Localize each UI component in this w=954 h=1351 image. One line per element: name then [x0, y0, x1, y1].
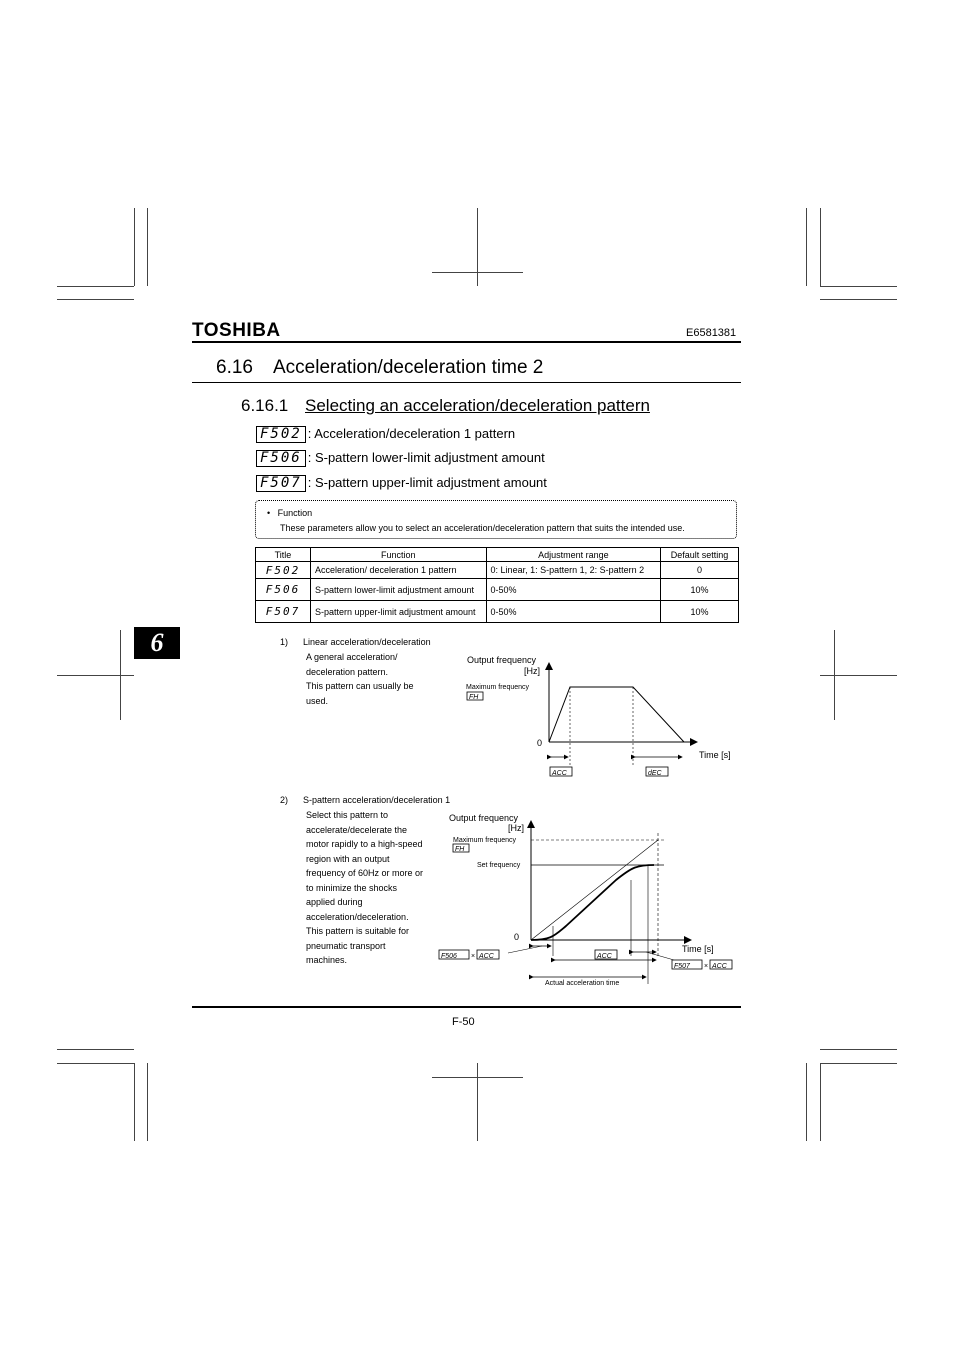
crop-mark [820, 1063, 897, 1064]
lcd-code: ACC [712, 963, 727, 970]
crop-mark [477, 1063, 478, 1141]
multiply-sign: × [471, 953, 476, 960]
x-axis-label: Time [s] [682, 944, 714, 954]
table-cell-range: 0-50% [486, 579, 661, 601]
linear-description [306, 650, 436, 708]
function-heading [267, 508, 312, 518]
desc-line: deceleration pattern. [306, 666, 389, 677]
lcd-code: FH [455, 846, 465, 853]
crop-mark [134, 1063, 135, 1141]
linear-graph [450, 650, 750, 785]
lcd-code: dEC [648, 770, 662, 777]
table-cell-title: F507 [256, 601, 311, 623]
desc-line: frequency of 60Hz or more or [306, 868, 424, 878]
param-label: : S-pattern upper-limit adjustment amount [307, 475, 547, 490]
desc-line: motor rapidly to a high-speed [306, 839, 423, 849]
s-curve [531, 865, 654, 940]
crop-mark [147, 208, 148, 286]
section-heading [216, 357, 543, 379]
table-cell-title: F506 [256, 579, 311, 601]
desc-line: This pattern is suitable for [306, 926, 410, 936]
x-axis-label: Time [s] [699, 750, 731, 760]
parameter-table [255, 547, 739, 623]
lcd-code: ACC [479, 953, 494, 960]
table-cell-function: Acceleration/ deceleration 1 pattern [310, 562, 486, 579]
max-frequency-label: Maximum frequency [466, 684, 530, 691]
table-cell-default: 10% [661, 601, 739, 623]
set-frequency-label: Set frequency [477, 862, 521, 869]
lcd-code: F506 [441, 953, 457, 960]
lcd-code: ACC [597, 953, 612, 960]
linear-curve [549, 687, 684, 742]
lcd-code: ACC [552, 770, 567, 777]
spattern-graph [436, 808, 741, 993]
table-header-row [256, 548, 739, 562]
table-header: Title [256, 548, 311, 562]
desc-line: applied during [306, 897, 363, 907]
subsection-number: 6.16.1 [241, 396, 289, 415]
param-line-f502 [256, 426, 515, 443]
crop-mark [806, 1063, 807, 1141]
param-line-f506 [256, 450, 545, 467]
linear-title-num: 1) [280, 637, 289, 647]
function-text: These parameters allow you to select an acceleration/deceleration pattern that suits the intended use. [280, 523, 685, 533]
function-box [255, 500, 737, 539]
subsection-heading [241, 396, 650, 416]
brand-logo: TOSHIBA [192, 320, 281, 341]
desc-line: This pattern can usually be [306, 681, 414, 691]
table-header: Default setting [661, 548, 739, 562]
y-axis-unit: [Hz] [524, 666, 541, 676]
crop-mark [820, 208, 821, 286]
linear-title [280, 637, 431, 647]
param-label: : S-pattern lower-limit adjustment amount [307, 450, 545, 465]
desc-line: to minimize the shocks [306, 882, 398, 893]
crop-mark [57, 1049, 134, 1050]
crop-mark [147, 1063, 148, 1141]
param-label: : Acceleration/deceleration 1 pattern [307, 426, 516, 441]
actual-time-label: Actual acceleration time [545, 980, 620, 987]
max-frequency-label: Maximum frequency [453, 837, 517, 844]
table-cell-function: S-pattern upper-limit adjustment amount [310, 601, 486, 623]
desc-line: pneumatic transport [306, 940, 386, 951]
lcd-code: F506 [256, 450, 306, 467]
page-number: F-50 [452, 1016, 475, 1028]
crop-mark [57, 675, 134, 676]
desc-line: machines. [306, 955, 348, 965]
crop-mark [820, 299, 897, 300]
crop-mark [477, 208, 478, 286]
section-rule [192, 382, 741, 383]
table-row [256, 579, 739, 601]
table-cell-function: S-pattern lower-limit adjustment amount [310, 579, 486, 601]
crop-mark [57, 1063, 134, 1064]
crop-mark [134, 208, 135, 286]
crop-mark [57, 286, 134, 287]
lcd-code: F502 [256, 426, 306, 443]
table-cell-title: F502 [256, 562, 311, 579]
crop-mark [806, 208, 807, 286]
desc-line: accelerate/decelerate the [306, 824, 408, 835]
leader-line [646, 952, 674, 960]
spattern-description [306, 808, 436, 968]
lcd-code: FH [469, 694, 479, 701]
crop-mark [432, 1077, 523, 1078]
subsection-title: Selecting an acceleration/deceleration pattern [305, 396, 650, 415]
desc-line: A general acceleration/ [306, 652, 398, 662]
crop-mark [432, 272, 523, 273]
table-row [256, 601, 739, 623]
header-rule [192, 341, 741, 343]
desc-line: used. [306, 695, 329, 706]
linear-reference-line [531, 840, 658, 940]
spattern-title-num: 2) [280, 795, 289, 805]
spattern-title [280, 795, 450, 805]
table-cell-range: 0-50% [486, 601, 661, 623]
y-axis-unit: [Hz] [508, 823, 525, 833]
spattern-title-text: S-pattern acceleration/deceleration 1 [303, 795, 451, 805]
desc-line: acceleration/deceleration. [306, 911, 409, 922]
table-cell-default: 0 [661, 562, 739, 579]
footer-rule [192, 1006, 741, 1008]
y-axis-label: Output frequency [449, 813, 519, 823]
param-line-f507 [256, 475, 547, 492]
table-cell-default: 10% [661, 579, 739, 601]
crop-mark [820, 286, 897, 287]
table-row [256, 562, 739, 579]
doc-number: E6581381 [686, 327, 737, 339]
table-header: Function [310, 548, 486, 562]
zero-label: 0 [537, 738, 543, 748]
table-header: Adjustment range [486, 548, 661, 562]
table-cell-range: 0: Linear, 1: S-pattern 1, 2: S-pattern 2 [486, 562, 661, 579]
leader-line [508, 946, 542, 953]
function-heading-text: Function [277, 508, 313, 518]
desc-line: Select this pattern to [306, 810, 389, 820]
crop-mark [57, 299, 134, 300]
section-title: Acceleration/deceleration time 2 [273, 357, 544, 378]
crop-mark [820, 675, 897, 676]
multiply-sign: × [704, 963, 709, 970]
lcd-code: F507 [674, 963, 690, 970]
crop-mark [820, 1063, 821, 1141]
desc-line: region with an output [306, 853, 390, 864]
linear-title-text: Linear acceleration/deceleration [303, 637, 431, 647]
crop-mark [820, 1049, 897, 1050]
section-number: 6.16 [216, 357, 253, 378]
zero-label: 0 [514, 932, 520, 942]
bullet: • [267, 508, 271, 518]
chapter-tab: 6 [134, 627, 180, 659]
lcd-code: F507 [256, 475, 306, 492]
y-axis-label: Output frequency [467, 655, 537, 665]
